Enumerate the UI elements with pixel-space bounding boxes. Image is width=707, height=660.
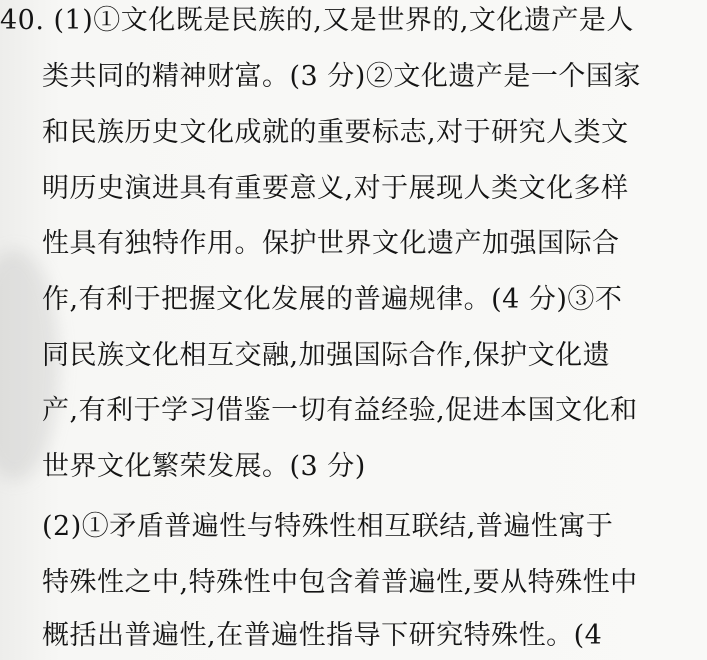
answer-line-7: 同民族文化相互交融,加强国际合作,保护文化遗 [42,340,611,371]
answer-line-8: 产,有利于学习借鉴一切有益经验,促进本国文化和 [42,395,638,426]
answer-line-9: 世界文化繁荣发展。(3 分) [42,451,366,482]
answer-line-4: 明历史演进具有重要意义,对于展现人类文化多样 [42,173,629,204]
answer-line-11: 特殊性之中,特殊性中包含着普遍性,要从特殊性中 [42,567,638,598]
answer-line-2: 类共同的精神财富。(3 分)②文化遗产是一个国家 [42,61,641,92]
answer-line-6: 作,有利于把握文化发展的普遍规律。(4 分)③不 [42,284,623,315]
answer-line-12: 概括出普遍性,在普遍性指导下研究特殊性。(4 [42,620,603,651]
answer-line-1: 40. (1)①文化既是民族的,又是世界的,文化遗产是人 [0,5,634,36]
answer-line-10: (2)①矛盾普遍性与特殊性相互联结,普遍性寓于 [42,511,614,542]
answer-line-3: 和民族历史文化成就的重要标志,对于研究人类文 [42,117,629,148]
answer-line-5: 性具有独特作用。保护世界文化遗产加强国际合 [42,228,620,259]
